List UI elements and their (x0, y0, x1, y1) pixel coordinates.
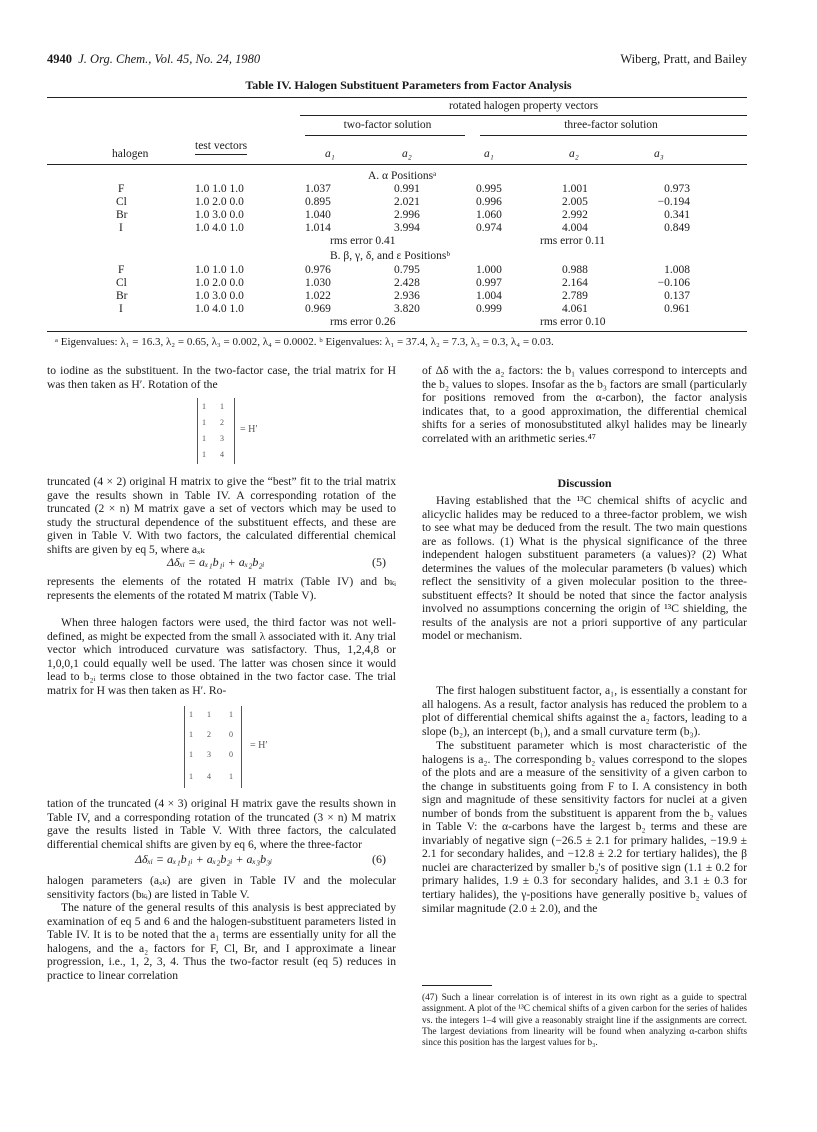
equation-6: Δδₓᵢ = aₓ₁b₁ᵢ + aₓ₂b₂ᵢ + aₓ₃b₃ᵢ (135, 852, 273, 866)
matrix-cell: 1 (202, 450, 206, 459)
matrix-cell: 1 (229, 772, 233, 781)
test-vector-cell: 1.0 2.0 0.0 (195, 196, 244, 208)
right-paragraph-3: The first halogen substituent factor, a₁, is essentially a constant for all halogens. As a result, factor analysis has reduced the problem to a plot of differential chemical shifts against the a₂ factors, leading to a slope (b₂), an intercept (b₁), and a small curvature term (b₃). (422, 684, 747, 738)
left-paragraph-3: represents the elements of the rotated H matrix (Table IV) and bₖᵢ represents the elements of the rotated M matrix (Table V). (47, 575, 396, 602)
three-a3-cell: −0.194 (657, 196, 690, 208)
matrix-cell: 1 (207, 710, 211, 719)
group-rule (300, 115, 747, 116)
three-a2-cell: 4.061 (562, 303, 588, 315)
two-factor-rule (305, 135, 465, 136)
three-factor-header: three-factor solution (564, 119, 658, 131)
right-paragraph-4: The substituent parameter which is most characteristic of the halogens is a₂. The corresponding b₂ values correspond to the slopes of the plots and are a measure of the sensitivity of a given carbon to the change in substituents going from F to I. A consistency in both sign and magnitude of these sensitivity factors for nuclei at a given number of bonds from the substituent is apparent from the b₂ values in Table V: the α-carbons have the largest b₂ terms and these are invariably of negative sign (−26.5 ± 2.1 for primary halides, −19.9 ± 2.1 for secondary halides, and −12.8 ± 2.2 for tertiary halides), the β nuclei are characterized by smaller b₂'s of positive sign (1.1 ± 0.2 for primary halides, 1.9 ± 0.3 for secondary halides, and 3.1 ± 0.3 for tertiary halides), the γ-positions have generally positive b₂ values of similar magnitude (2.0 ± 2.0), and the (422, 739, 747, 915)
two-a2-cell: 2.428 (394, 277, 420, 289)
three-a1-cell: 0.995 (476, 183, 502, 195)
three-a3-cell: −0.106 (657, 277, 690, 289)
footnote-47: (47) Such a linear correlation is of interest in its own right as a guide to spectral assignment. A plot of the ¹³C chemical shifts of a given carbon for the series of halides vs. the integers 1–4 will give a reasonably straight line if the assignments are correct. The largest deviations from linearity will be found when analyzing α-carbon shifts since this position has the largest values for b₃. (422, 993, 747, 1049)
two-a2-cell: 2.021 (394, 196, 420, 208)
trial-matrix-2-factor (197, 398, 235, 464)
matrix-cell: 1 (202, 434, 206, 443)
running-header-left (47, 52, 260, 67)
matrix-cell: 1 (229, 710, 233, 719)
three-a1-cell: 0.974 (476, 222, 502, 234)
halogen-cell: Br (116, 290, 128, 302)
halogen-header: halogen (112, 148, 149, 160)
test-vector-cell: 1.0 4.0 1.0 (195, 303, 244, 315)
test-vector-cell: 1.0 3.0 0.0 (195, 209, 244, 221)
three-a3-cell: 0.849 (664, 222, 690, 234)
matrix-cell: 2 (207, 730, 211, 739)
three-a1-cell: 0.999 (476, 303, 502, 315)
rms-error-three-b: rms error 0.10 (540, 316, 606, 328)
left-paragraph-7: The nature of the general results of this analysis is best appreciated by examination of eq 5 and 6 and the halogen-substituent parameters listed in Table IV. It is to be noted that the a₁ terms are essentially unity for all the halogens, and the a₂ factors for F, Cl, Br, and I approximate a linear progression, i.e., 1, 2, 3, 4. Thus the two-factor result (eq 5) reduces in practice to linear correlation (47, 901, 396, 982)
three-a2-cell: 0.988 (562, 264, 588, 276)
three-a1-cell: 0.996 (476, 196, 502, 208)
matrix-cell: 3 (207, 750, 211, 759)
three-a2-cell: 2.164 (562, 277, 588, 289)
three-a3-cell: 0.137 (664, 290, 690, 302)
header-two-a1: a₁ (325, 148, 335, 160)
two-a2-cell: 3.820 (394, 303, 420, 315)
journal-citation: J. Org. Chem., Vol. 45, No. 24, 1980 (78, 52, 261, 66)
two-a2-cell: 3.994 (394, 222, 420, 234)
three-a1-cell: 1.060 (476, 209, 502, 221)
trial-matrix-3-factor (184, 706, 242, 788)
header-three-a2: a₂ (569, 148, 579, 160)
halogen-cell: Cl (116, 196, 127, 208)
three-a2-cell: 1.001 (562, 183, 588, 195)
equation-5-number: (5) (372, 555, 386, 569)
halogen-cell: I (119, 303, 123, 315)
header-three-a3: a₃ (654, 148, 664, 160)
two-a1-cell: 1.014 (305, 222, 331, 234)
page-number: 4940 (47, 52, 72, 66)
two-a1-cell: 1.040 (305, 209, 331, 221)
matrix-cell: 1 (189, 710, 193, 719)
matrix-cell: 4 (207, 772, 211, 781)
two-a1-cell: 0.976 (305, 264, 331, 276)
header-three-a1: a₁ (484, 148, 494, 160)
two-a1-cell: 0.969 (305, 303, 331, 315)
two-a1-cell: 1.030 (305, 277, 331, 289)
table-header-rule (47, 164, 747, 165)
rms-error-two-b: rms error 0.26 (330, 316, 396, 328)
matrix-cell: 1 (202, 402, 206, 411)
three-factor-rule (480, 135, 747, 136)
left-paragraph-5: tation of the truncated (4 × 3) original H matrix gave the results shown in Table IV, and a corresponding rotation of the truncated (3 × n) M matrix gave the results listed in Table V. With three factors, the calculated differential chemical shifts are given by eq 6, where the three-factor (47, 797, 396, 851)
table-title: Table IV. Halogen Substituent Parameters from Factor Analysis (245, 78, 572, 92)
three-a1-cell: 1.000 (476, 264, 502, 276)
halogen-cell: I (119, 222, 123, 234)
three-a3-cell: 0.973 (664, 183, 690, 195)
halogen-cell: F (118, 264, 125, 276)
matrix-cell: 3 (220, 434, 224, 443)
test-vector-cell: 1.0 1.0 1.0 (195, 264, 244, 276)
matrix-cell: 1 (202, 418, 206, 427)
left-paragraph-4: When three halogen factors were used, the third factor was not well-defined, as might be expected from the small λ associated with it. Any trial vector which introduced curvature was satisfactory. Thus, 1,2,4,8 or 1,0,0,1 could equally well be used. The latter was chosen since it would lead to b₂ᵢ terms close to those obtained in the two factor case. The trial matrix for H was then taken as H′. Ro- (47, 616, 396, 697)
test-vectors-header: test vectors (195, 140, 247, 155)
test-vector-cell: 1.0 1.0 1.0 (195, 183, 244, 195)
two-factor-header: two-factor solution (343, 119, 432, 131)
two-a2-cell: 2.996 (394, 209, 420, 221)
left-paragraph-2: truncated (4 × 2) original H matrix to give the “best” fit to the trial matrix gave the results shown in Table IV. A corresponding rotation of the truncated (2 × n) M matrix gave a set of vectors which may be used to study the structural dependence of the substituent effects, and these are given in Table V. With two factors, the calculated differential chemical shifts are given by eq 5, where aₓₖ (47, 475, 396, 556)
matrix-cell: 1 (189, 730, 193, 739)
halogen-cell: Br (116, 209, 128, 221)
table-top-rule (47, 97, 747, 98)
three-a1-cell: 1.004 (476, 290, 502, 302)
halogen-cell: Cl (116, 277, 127, 289)
three-a2-cell: 2.005 (562, 196, 588, 208)
column-group-header: rotated halogen property vectors (448, 100, 599, 112)
authors: Wiberg, Pratt, and Bailey (620, 52, 747, 66)
three-a3-cell: 1.008 (664, 264, 690, 276)
matrix-cell: 1 (189, 772, 193, 781)
three-a2-cell: 4.004 (562, 222, 588, 234)
discussion-heading: Discussion (557, 476, 612, 490)
rms-error-two-a: rms error 0.41 (330, 235, 396, 247)
matrix-cell: 2 (220, 418, 224, 427)
matrix-cell: 4 (220, 450, 224, 459)
three-a1-cell: 0.997 (476, 277, 502, 289)
section-a-title: A. α Positionsᵃ (368, 170, 437, 182)
matrix-cell: 1 (220, 402, 224, 411)
three-a3-cell: 0.341 (664, 209, 690, 221)
right-paragraph-1: of Δδ with the a₂ factors: the b₁ values correspond to intercepts and the b₂ values to slopes. Insofar as the b₃ factors are small (particularly for positions removed from the α-carbon), the factor analysis indicates that, to a good approximation, the differential chemical shifts for a series of monosubstituted alkyl halides may be linearly correlated with an arithmetic series.⁴⁷ (422, 364, 747, 445)
equation-6-number: (6) (372, 852, 386, 866)
two-a2-cell: 2.936 (394, 290, 420, 302)
three-a2-cell: 2.789 (562, 290, 588, 302)
test-vector-cell: 1.0 2.0 0.0 (195, 277, 244, 289)
header-two-a2: a₂ (402, 148, 412, 160)
matrix-cell: 1 (189, 750, 193, 759)
two-a1-cell: 0.895 (305, 196, 331, 208)
matrix-cell: 0 (229, 730, 233, 739)
three-a2-cell: 2.992 (562, 209, 588, 221)
halogen-cell: F (118, 183, 125, 195)
table-bottom-rule (47, 331, 747, 332)
matrix-label: = H′ (250, 740, 268, 751)
test-vector-cell: 1.0 4.0 1.0 (195, 222, 244, 234)
three-a3-cell: 0.961 (664, 303, 690, 315)
two-a1-cell: 1.037 (305, 183, 331, 195)
test-vector-cell: 1.0 3.0 0.0 (195, 290, 244, 302)
left-paragraph-1: to iodine as the substituent. In the two-factor case, the trial matrix for H was then taken as H′. Rotation of the (47, 364, 396, 391)
rms-error-three-a: rms error 0.11 (540, 235, 606, 247)
matrix-label: = H′ (240, 424, 258, 435)
footnote-rule (422, 985, 492, 986)
two-a2-cell: 0.991 (394, 183, 420, 195)
left-paragraph-6: halogen parameters (aₓₖ) are given in Table IV and the molecular sensitivity factors (bₖᵢ) are listed in Table V. (47, 874, 396, 901)
section-b-title: B. β, γ, δ, and ε Positionsᵇ (330, 250, 450, 262)
right-paragraph-2: Having established that the ¹³C chemical shifts of acyclic and alicyclic halides may be reduced to a three-factor problem, we wish to see what may be deduced from the result. The two main questions are as follows. (1) What is the physical significance of the three independent halogen substituent parameters (a values)? (2) What determines the values of the molecular parameters (b values) which reflect the sensitivity of a given molecular position to the three-substituent effects? It should be noted that since the factor analysis involved no assumptions concerning the origin of ¹³C shielding, the results of the analysis are not a priori supportive of any particular model or mechanism. (422, 494, 747, 643)
two-a2-cell: 0.795 (394, 264, 420, 276)
table-footnote: ᵃ Eigenvalues: λ₁ = 16.3, λ₂ = 0.65, λ₃ = 0.002, λ₄ = 0.0002. ᵇ Eigenvalues: λ₁ = 37.4, λ₂ = 7.3, λ₃ = 0.3, λ₄ = 0.03. (55, 336, 554, 348)
two-a1-cell: 1.022 (305, 290, 331, 302)
equation-5: Δδₓᵢ = aₓ₁b₁ᵢ + aₓ₂b₂ᵢ (167, 555, 265, 569)
matrix-cell: 0 (229, 750, 233, 759)
